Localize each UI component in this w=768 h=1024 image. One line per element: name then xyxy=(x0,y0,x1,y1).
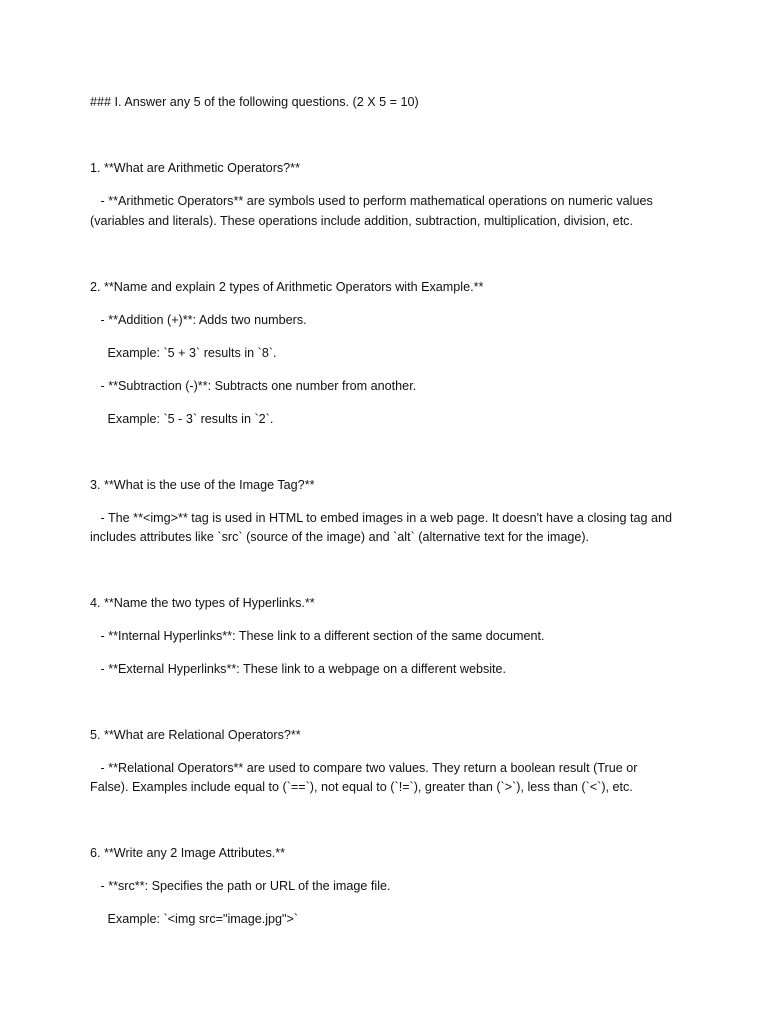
answer-4-item-1: - **Internal Hyperlinks**: These link to a different section of the same document. xyxy=(90,629,545,643)
question-6: 6. **Write any 2 Image Attributes.** xyxy=(90,846,286,860)
question-5: 5. **What are Relational Operators?** xyxy=(90,728,301,742)
answer-3-line-1: - The **<img>** tag is used in HTML to embed images in a web page. It doesn't have a closing tag and xyxy=(90,511,673,525)
answer-2-item-2: - **Subtraction (-)**: Subtracts one number from another. xyxy=(90,379,417,393)
question-4: 4. **Name the two types of Hyperlinks.** xyxy=(90,596,315,610)
question-3: 3. **What is the use of the Image Tag?** xyxy=(90,478,315,492)
question-2: 2. **Name and explain 2 types of Arithmetic Operators with Example.** xyxy=(90,280,484,294)
answer-3-line-2: includes attributes like `src` (source of the image) and `alt` (alternative text for the image). xyxy=(90,530,590,544)
answer-5-line-1: - **Relational Operators** are used to compare two values. They return a boolean result (True or xyxy=(90,761,638,775)
answer-2-item-2-example: Example: `5 - 3` results in `2`. xyxy=(90,412,274,426)
section-heading: ### I. Answer any 5 of the following questions. (2 X 5 = 10) xyxy=(90,95,419,109)
answer-6-item-1: - **src**: Specifies the path or URL of the image file. xyxy=(90,879,391,893)
answer-6-item-1-example: Example: `<img src="image.jpg">` xyxy=(90,912,299,926)
answer-5-line-2: False). Examples include equal to (`==`), not equal to (`!=`), greater than (`>`), less than (`<`), etc. xyxy=(90,780,633,794)
answer-2-item-1-example: Example: `5 + 3` results in `8`. xyxy=(90,346,277,360)
answer-1-line-2: (variables and literals). These operations include addition, subtraction, multiplication, division, etc. xyxy=(90,214,633,228)
answer-4-item-2: - **External Hyperlinks**: These link to a webpage on a different website. xyxy=(90,662,507,676)
answer-2-item-1: - **Addition (+)**: Adds two numbers. xyxy=(90,313,307,327)
answer-1-line-1: - **Arithmetic Operators** are symbols used to perform mathematical operations on numeric values xyxy=(90,194,653,208)
question-1: 1. **What are Arithmetic Operators?** xyxy=(90,161,300,175)
